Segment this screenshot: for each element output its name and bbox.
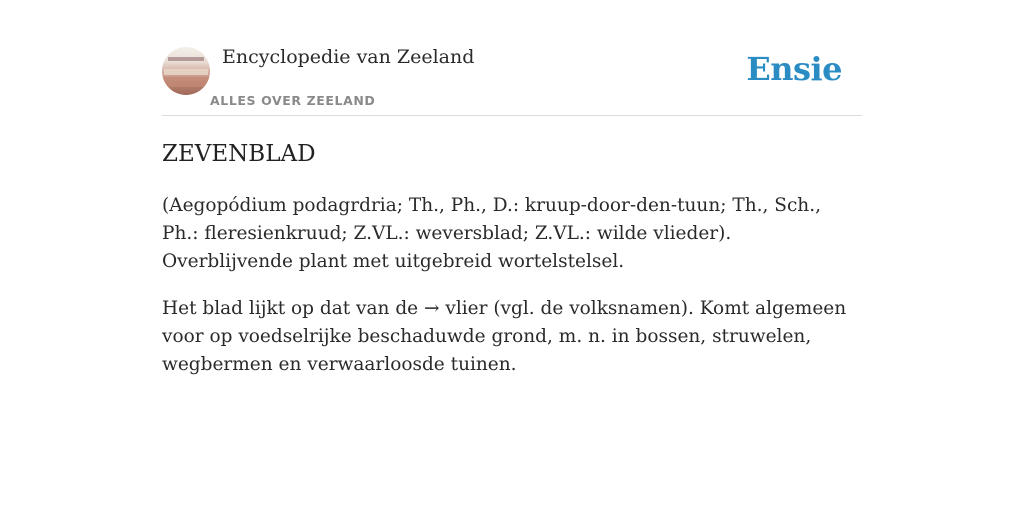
site-title[interactable]: Encyclopedie van Zeeland xyxy=(222,46,475,68)
entry-paragraph-2: Het blad lijkt op dat van de → vlier (vgl. de volksnamen). Komt algemeen voor op voedselrijke beschaduwde grond, m. n. in bossen, struwelen, wegbermen en verwaarloosde tuinen. xyxy=(162,298,847,375)
entry-paragraph-1: (Aegopódium podagrdria; Th., Ph., D.: kruup-door-den-tuun; Th., Sch., Ph.: fleresienkruud; Z.VL.: weversblad; Z.VL.: wilde vlieder). Overblijvende plant met uitgebreid wortelstelsel. xyxy=(162,195,821,272)
site-avatar[interactable] xyxy=(162,47,210,95)
site-header xyxy=(162,0,862,116)
brand-logo[interactable]: Ensie xyxy=(746,50,842,88)
site-tagline: ALLES OVER ZEELAND xyxy=(210,93,376,108)
page-container xyxy=(162,0,862,375)
entry-title: ZEVENBLAD xyxy=(162,141,316,167)
